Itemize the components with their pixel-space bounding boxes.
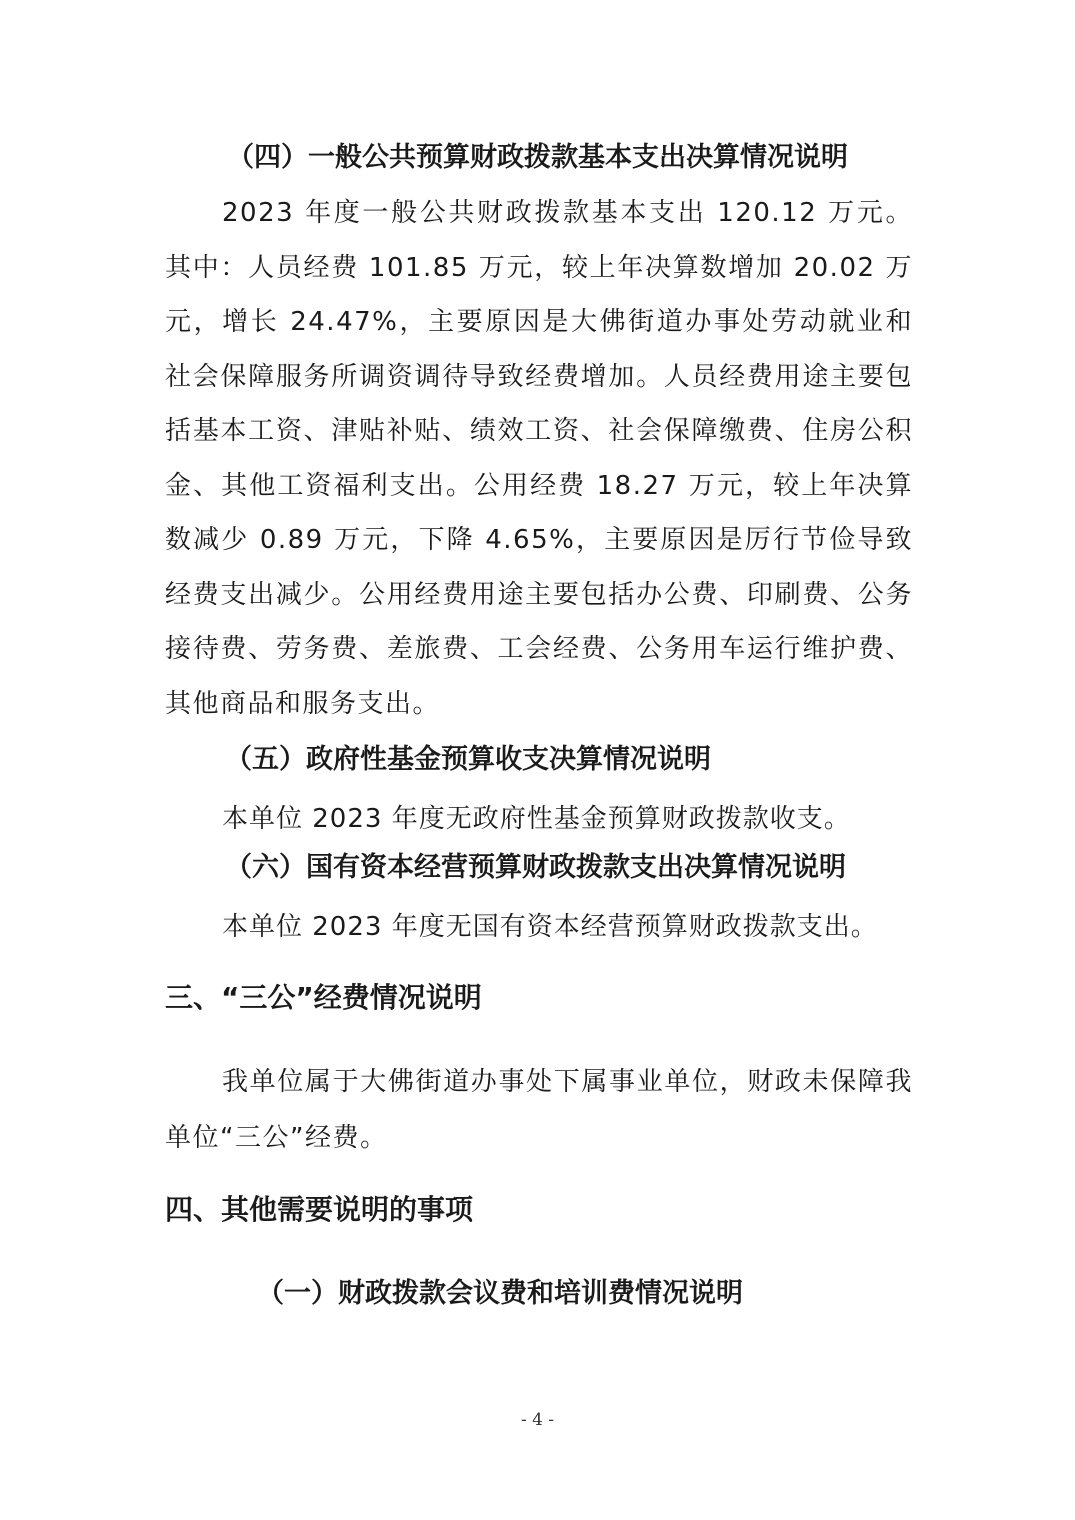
document-body — [165, 130, 913, 1322]
part-4-heading: 四、其他需要说明的事项 — [165, 1193, 474, 1226]
section-5-paragraph: 本单位 2023 年度无政府性基金预算财政拨款收支。 — [222, 804, 851, 834]
section-5-heading: （五）政府性基金预算收支决算情况说明 — [225, 744, 711, 775]
section-4-paragraph: 2023 年度一般公共财政拨款基本支出 120.12 万元。其中：人员经费 101.85 万元，较上年决算数增加 20.02 万元，增长 24.47%，主要原因是大佛街道办事处劳动就业和社会保障服务所调资调待导致经费增加。人员经费用途主要包括基本工资、津贴补贴、绩效工资、社会保障缴费、住房公积金、其他工资福利支出。公用经费 18.27 万元，较上年决算数减少 0.89 万元，下降 4.65%，主要原因是厉行节俭导致经费支出减少。公用经费用途主要包括办公费、印刷费、公务接待费、劳务费、差旅费、工会经费、公务用车运行维护费、其他商品和服务支出。 — [165, 198, 913, 719]
part-3-paragraph: 我单位属于大佛街道办事处下属事业单位，财政未保障我单位“三公”经费。 — [165, 1067, 913, 1153]
part-3-heading: 三、“三公”经费情况说明 — [165, 981, 482, 1014]
part-4-sub-1-heading: （一）财政拨款会议费和培训费情况说明 — [257, 1278, 743, 1309]
section-4-heading: （四）一般公共预算财政拨款基本支出决算情况说明 — [227, 142, 848, 173]
section-6-paragraph: 本单位 2023 年度无国有资本经营预算财政拨款支出。 — [222, 912, 878, 942]
section-6-heading: （六）国有资本经营预算财政拨款支出决算情况说明 — [225, 852, 846, 883]
page-number: - 4 - — [520, 1410, 555, 1430]
